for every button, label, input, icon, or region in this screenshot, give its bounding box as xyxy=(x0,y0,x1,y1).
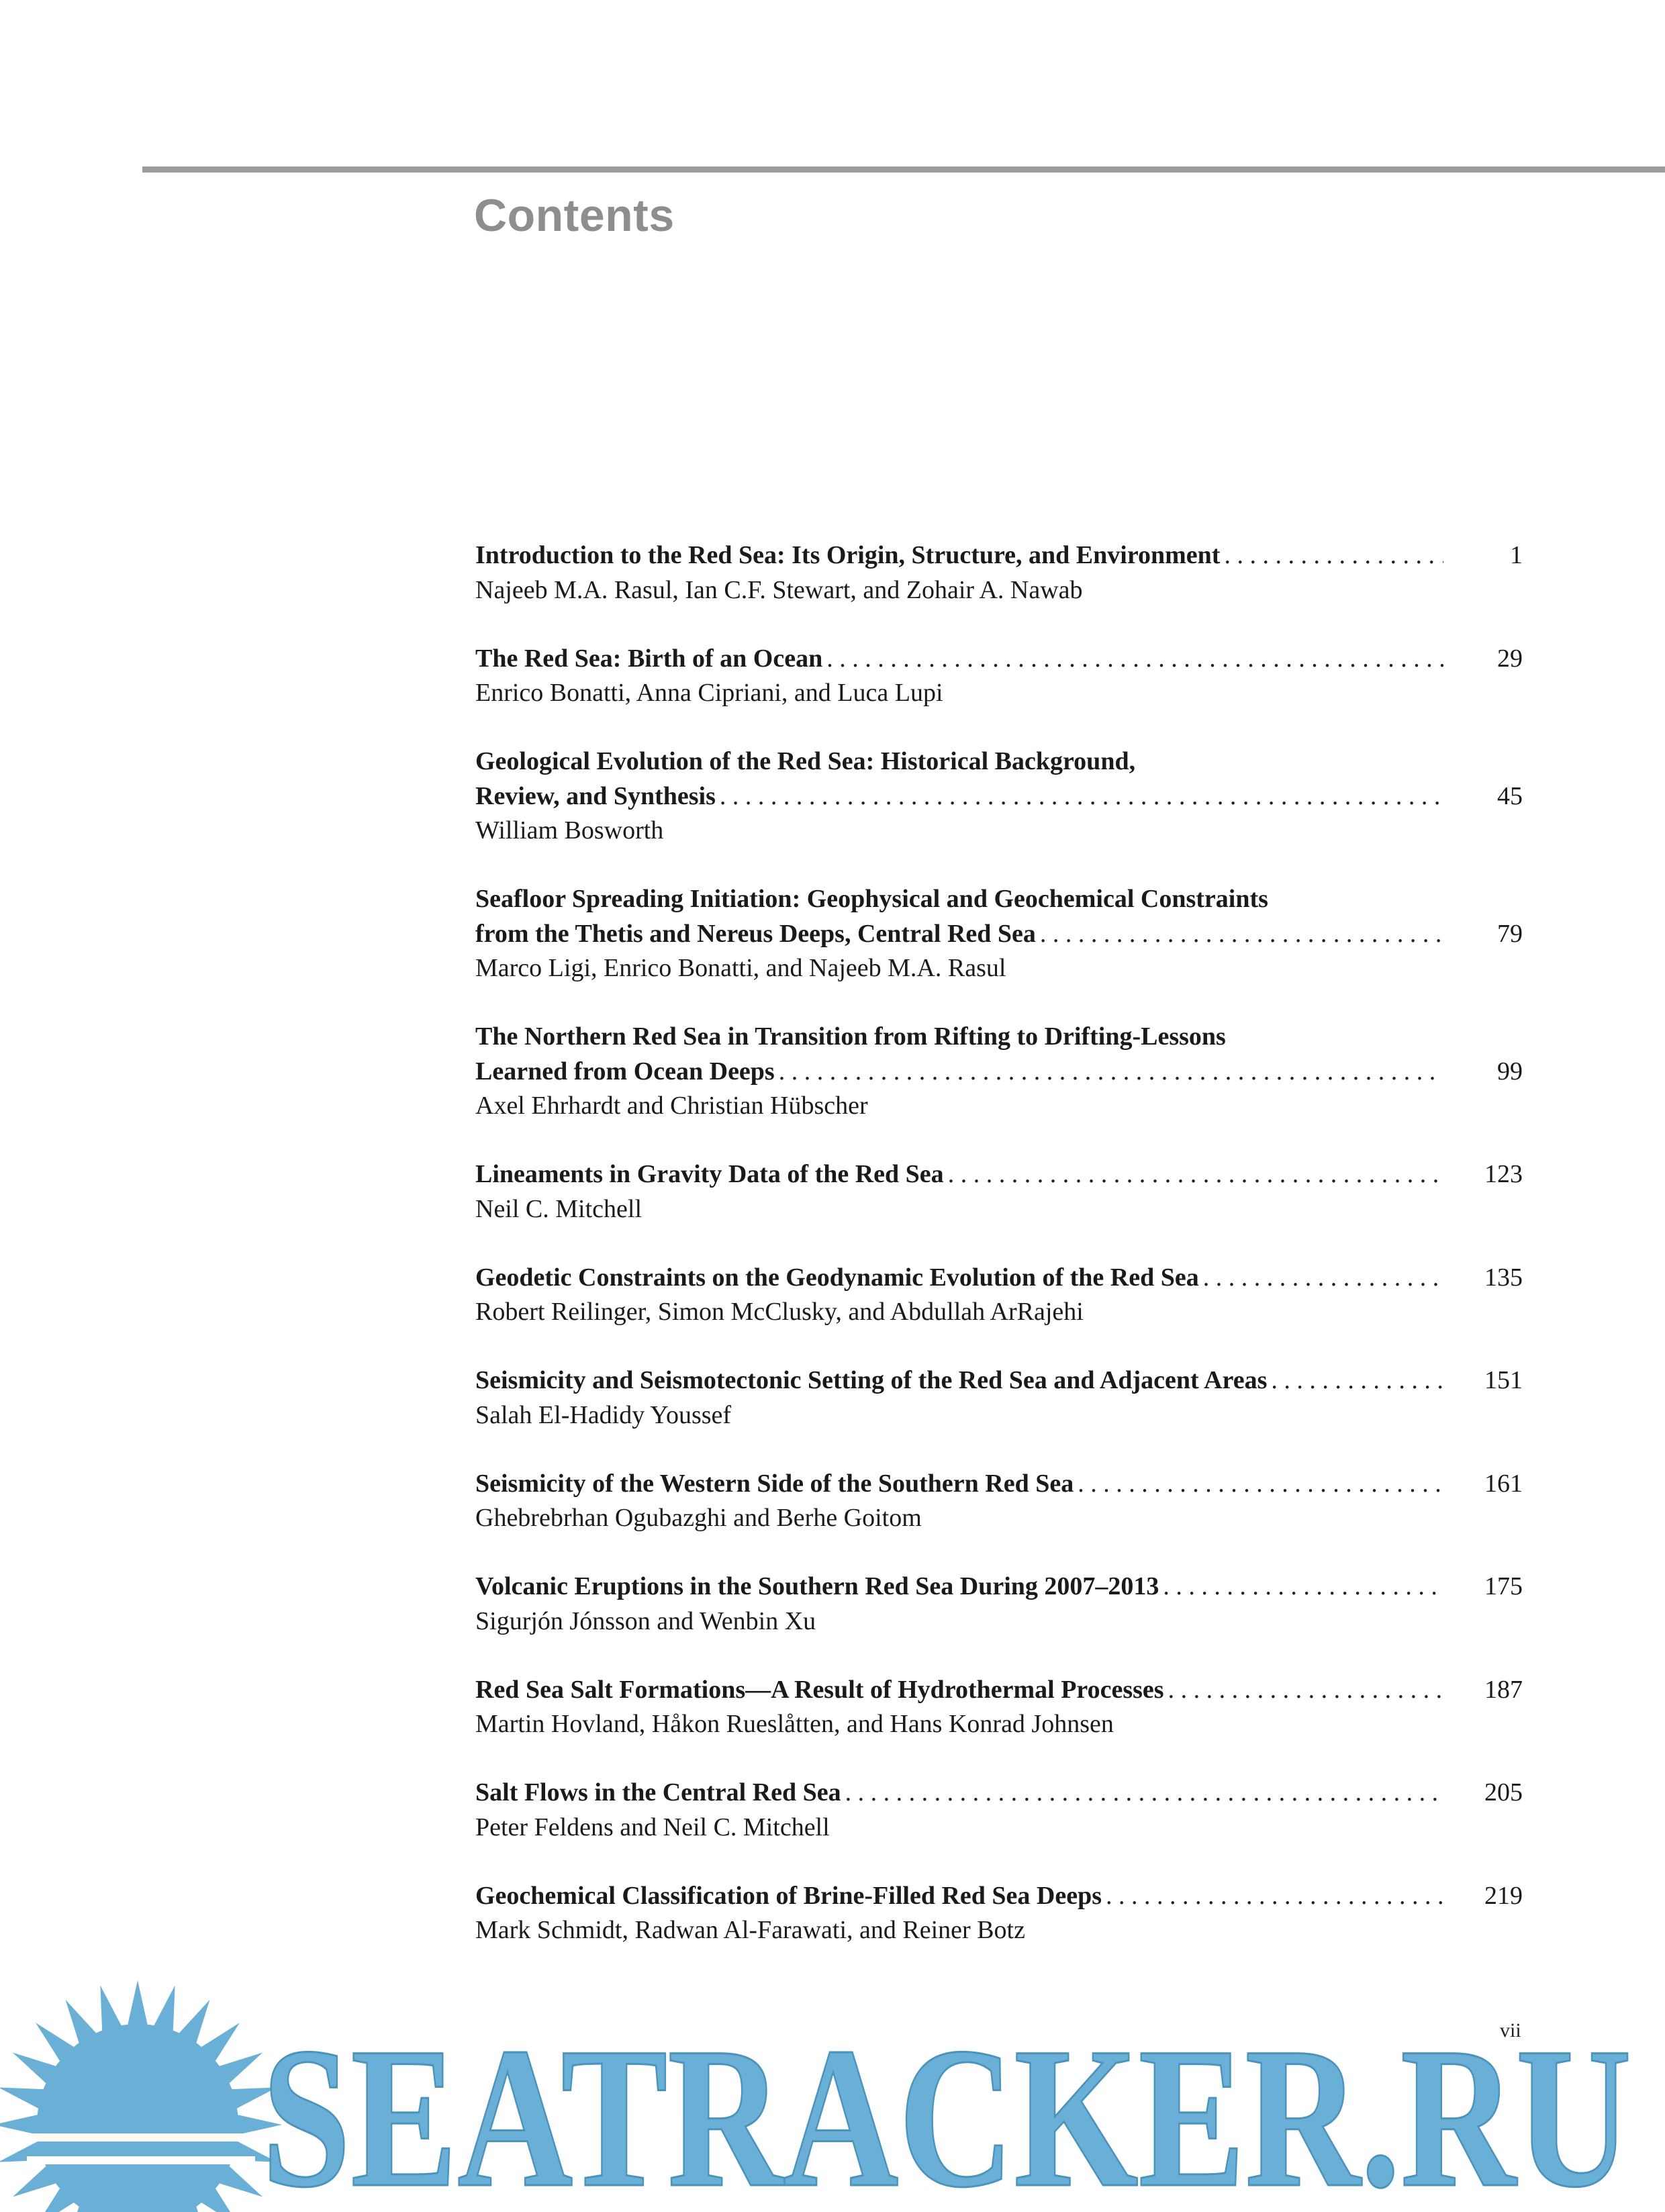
chapter-page-number: 45 xyxy=(1497,781,1523,810)
chapter-title: Seafloor Spreading Initiation: Geophysical and Geochemical Constraints xyxy=(475,885,1268,913)
toc-title-line xyxy=(475,538,1523,573)
chapter-title: Seismicity and Seismotectonic Setting of the Red Sea and Adjacent Areas xyxy=(475,1366,1268,1394)
toc-entry[interactable] xyxy=(475,1673,1523,1776)
dot-leader xyxy=(1040,917,1443,952)
sun-ray xyxy=(154,1985,175,2030)
chapter-title: Geodetic Constraints on the Geodynamic Evolution of the Red Sea xyxy=(475,1263,1199,1292)
table-of-contents xyxy=(475,538,1523,1982)
chapter-title: Red Sea Salt Formations—A Result of Hydrothermal Processes xyxy=(475,1675,1164,1704)
chapter-title: Learned from Ocean Deeps xyxy=(475,1057,775,1086)
sun-ray xyxy=(0,2087,44,2108)
chapter-title: Review, and Synthesis xyxy=(475,781,716,810)
chapter-title: Seismicity of the Western Side of the Southern Red Sea xyxy=(475,1469,1074,1498)
chapter-authors: Axel Ehrhardt and Christian Hübscher xyxy=(475,1092,868,1120)
chapter-authors: Martin Hovland, Håkon Rueslåtten, and Hans Konrad Johnsen xyxy=(475,1710,1114,1738)
watermark-text: SEATRACKER.RU xyxy=(262,2006,1631,2212)
toc-entry[interactable] xyxy=(475,1261,1523,1364)
sun-ray xyxy=(128,1980,147,2025)
chapter-authors: Salah El-Hadidy Youssef xyxy=(475,1400,732,1429)
dot-leader xyxy=(1168,1673,1443,1708)
toc-title-line xyxy=(475,642,1523,677)
chapter-authors: Neil C. Mitchell xyxy=(475,1194,643,1223)
dot-leader xyxy=(1271,1363,1443,1398)
dot-leader xyxy=(779,1055,1443,1090)
sun-ray xyxy=(100,1985,121,2030)
toc-entry[interactable] xyxy=(475,1363,1523,1467)
chapter-authors: Marco Ligi, Enrico Bonatti, and Najeeb M.A. Rasul xyxy=(475,954,1006,982)
chapter-page-number: 175 xyxy=(1484,1572,1523,1600)
chapter-title: The Red Sea: Birth of an Ocean xyxy=(475,644,823,673)
dot-leader xyxy=(1163,1570,1443,1604)
page-number: vii xyxy=(1500,2019,1521,2041)
chapter-authors: Ghebrebrhan Ogubazghi and Berhe Goitom xyxy=(475,1504,922,1532)
toc-entry[interactable] xyxy=(475,1570,1523,1673)
toc-title-line xyxy=(475,1157,1523,1192)
chapter-authors: Enrico Bonatti, Anna Cipriani, and Luca Lupi xyxy=(475,679,943,707)
dot-leader xyxy=(1203,1261,1443,1296)
dot-leader xyxy=(845,1776,1443,1811)
toc-title-line xyxy=(475,1020,1523,1055)
chapter-page-number: 151 xyxy=(1484,1366,1523,1394)
chapter-page-number: 205 xyxy=(1484,1778,1523,1807)
toc-title-line xyxy=(475,1776,1523,1811)
top-rule xyxy=(142,166,1665,173)
toc-entry[interactable] xyxy=(475,1020,1523,1157)
chapter-title: Geological Evolution of the Red Sea: Historical Background, xyxy=(475,747,1136,775)
dot-leader xyxy=(1106,1879,1443,1914)
chapter-title: Lineaments in Gravity Data of the Red Sea xyxy=(475,1160,944,1188)
toc-title-line xyxy=(475,1879,1523,1914)
dot-leader xyxy=(720,779,1443,814)
dot-leader xyxy=(948,1157,1443,1192)
chapter-page-number: 1 xyxy=(1510,541,1523,569)
toc-entry[interactable] xyxy=(475,538,1523,642)
toc-entry[interactable] xyxy=(475,642,1523,745)
chapter-title: Salt Flows in the Central Red Sea xyxy=(475,1778,841,1807)
chapter-authors: Robert Reilinger, Simon McClusky, and Abdullah ArRajehi xyxy=(475,1298,1084,1326)
chapter-authors: Sigurjón Jónsson and Wenbin Xu xyxy=(475,1606,816,1635)
chapter-page-number: 219 xyxy=(1484,1881,1523,1910)
toc-title-line xyxy=(475,882,1523,917)
toc-title-line xyxy=(475,917,1523,952)
dot-leader xyxy=(1224,538,1443,573)
chapter-title: from the Thetis and Nereus Deeps, Central Red Sea xyxy=(475,919,1036,948)
toc-title-line xyxy=(475,744,1523,779)
toc-entry[interactable] xyxy=(475,744,1523,882)
toc-title-line xyxy=(475,779,1523,814)
chapter-title: The Northern Red Sea in Transition from Rifting to Drifting-Lessons xyxy=(475,1022,1226,1051)
chapter-title: Volcanic Eruptions in the Southern Red Sea During 2007–2013 xyxy=(475,1572,1159,1600)
toc-title-line xyxy=(475,1570,1523,1604)
toc-entry[interactable] xyxy=(475,1157,1523,1261)
chapter-authors: Najeeb M.A. Rasul, Ian C.F. Stewart, and Zohair A. Nawab xyxy=(475,575,1083,604)
sun-ray xyxy=(0,2115,38,2134)
chapter-page-number: 161 xyxy=(1484,1469,1523,1498)
chapter-title: Geochemical Classification of Brine-Filled Red Sea Deeps xyxy=(475,1881,1102,1910)
chapter-page-number: 123 xyxy=(1484,1160,1523,1188)
chapter-page-number: 99 xyxy=(1497,1057,1523,1086)
watermark xyxy=(0,1960,1665,2212)
toc-title-line xyxy=(475,1055,1523,1090)
toc-title-line xyxy=(475,1673,1523,1708)
toc-title-line xyxy=(475,1467,1523,1502)
sun-logo-icon xyxy=(0,1980,282,2212)
chapter-title: Introduction to the Red Sea: Its Origin, Structure, and Environment xyxy=(475,541,1221,569)
chapter-page-number: 29 xyxy=(1497,644,1523,673)
chapter-authors: William Bosworth xyxy=(475,816,664,845)
dot-leader xyxy=(826,642,1443,677)
chapter-page-number: 187 xyxy=(1484,1675,1523,1704)
chapter-authors: Peter Feldens and Neil C. Mitchell xyxy=(475,1813,830,1841)
toc-title-line xyxy=(475,1363,1523,1398)
chapter-page-number: 79 xyxy=(1497,919,1523,948)
chapter-authors: Mark Schmidt, Radwan Al-Farawati, and Reiner Botz xyxy=(475,1916,1025,1944)
page-title: Contents xyxy=(474,190,675,241)
dot-leader xyxy=(1078,1467,1443,1502)
toc-entry[interactable] xyxy=(475,1776,1523,1879)
toc-entry[interactable] xyxy=(475,882,1523,1020)
chapter-page-number: 135 xyxy=(1484,1263,1523,1292)
toc-title-line xyxy=(475,1261,1523,1296)
toc-entry[interactable] xyxy=(475,1467,1523,1570)
